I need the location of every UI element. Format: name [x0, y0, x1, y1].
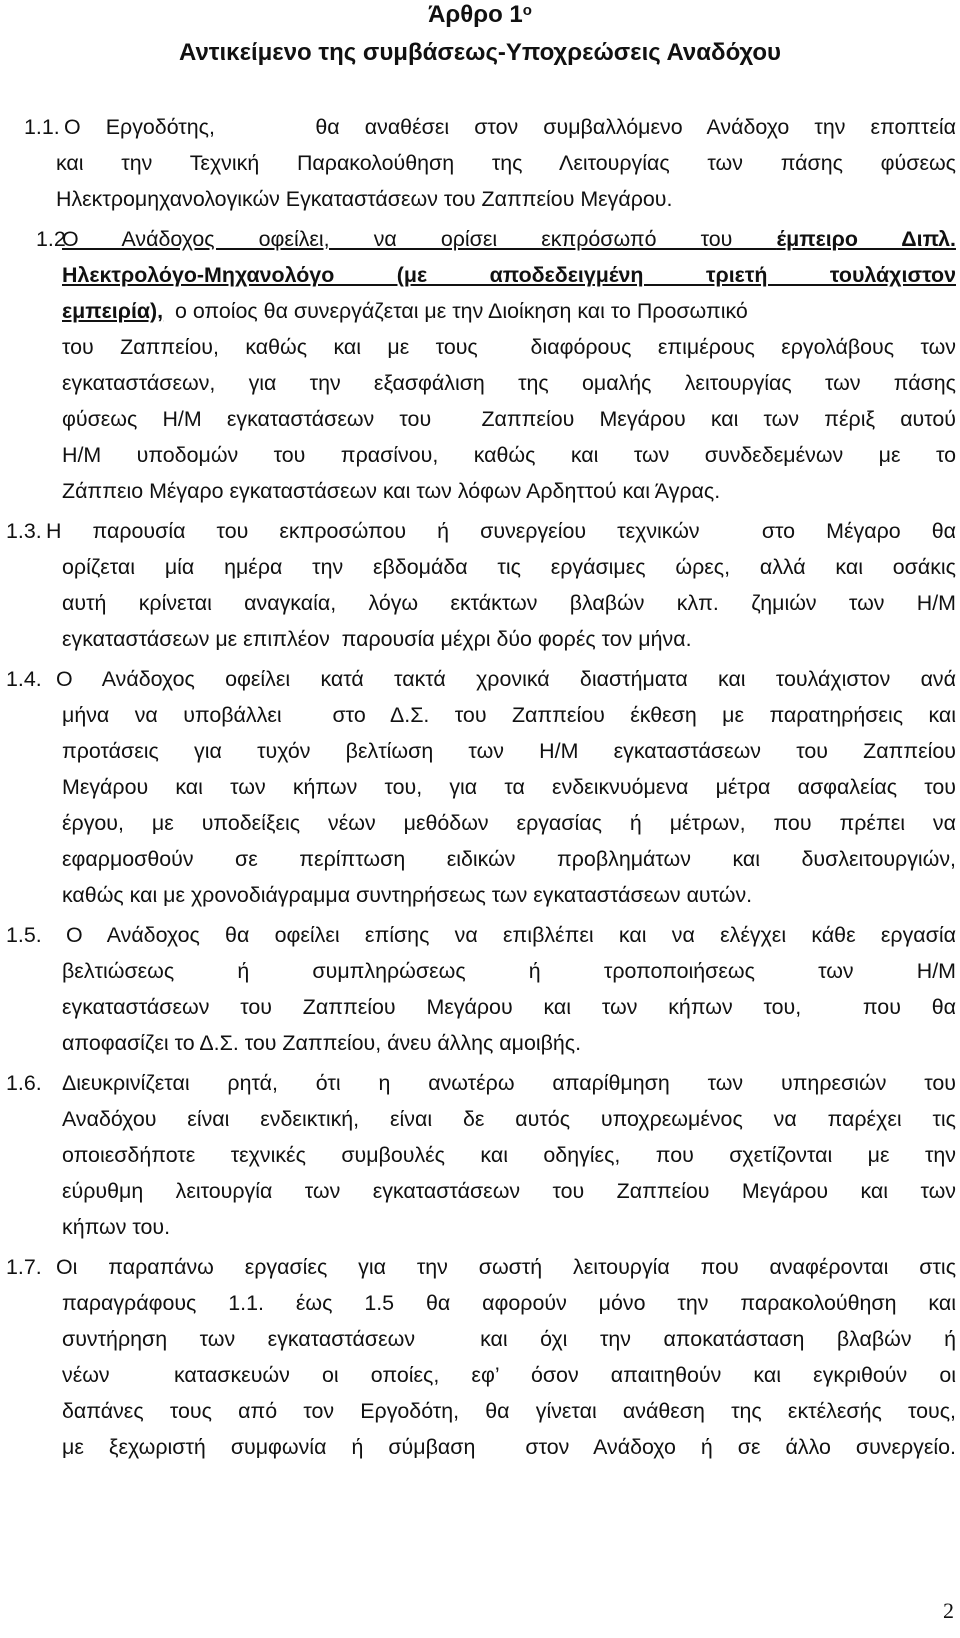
clause-line: δαπάνες τους από τον Εργοδότη, θα γίνεται ανάθεση της εκτέλεσής τους,	[62, 1399, 956, 1423]
clause-line: προτάσεις για τυχόν βελτίωση των Η/Μ εγκαταστάσεων του Ζαππείου	[62, 739, 956, 763]
clause-line: Η/Μ υποδομών του πρασίνου, καθώς και των συνδεδεμένων με το	[62, 443, 956, 467]
article-title: Άρθρο 1	[428, 1, 523, 28]
clause-line: αποφασίζει το Δ.Σ. του Ζαππείου, άνευ άλλης αμοιβής.	[62, 1031, 582, 1055]
clause-line: φύσεως Η/Μ εγκαταστάσεων του Ζαππείου Μεγάρου και των πέριξ αυτού	[62, 407, 956, 431]
clause-line: οποιεσδήποτε τεχνικές συμβουλές και οδηγίες, που σχετίζονται με την	[62, 1143, 956, 1167]
clause-line: εύρυθμη λειτουργία των εγκαταστάσεων του Ζαππείου Μεγάρου και των	[62, 1179, 956, 1203]
clause-number: 1.6.	[6, 1071, 42, 1095]
clause-bold-text: έμπειρο Διπλ.	[776, 227, 956, 251]
clause-line: Ηλεκτρομηχανολογικών Εγκαταστάσεων του Ζαππείου Μεγάρου.	[56, 187, 673, 211]
clause-line: Ζάππειο Μέγαρο εγκαταστάσεων και των λόφων Αρδηττού και Άγρας.	[62, 479, 721, 503]
article-superscript: ο	[522, 2, 532, 19]
clause-text: Ο Ανάδοχος οφείλει, να ορίσει εκπρόσωπό του	[62, 227, 777, 251]
clause-line: Οι παραπάνω εργασίες για την σωστή λειτουργία που αναφέρονται στις	[56, 1255, 956, 1279]
clause-line: του Ζαππείου, καθώς και με τους διαφόρους επιμέρους εργολάβους των	[62, 335, 956, 359]
clause-number: 1.2	[36, 227, 66, 251]
clause-bold-text: εμπειρία),	[62, 299, 164, 323]
clause-line: εγκαταστάσεων, για την εξασφάλιση της ομαλής λειτουργίας των πάσης	[62, 371, 956, 395]
clause-line: καθώς και με χρονοδιάγραμμα συντηρήσεως των εγκαταστάσεων αυτών.	[62, 883, 753, 907]
clause-line: Ο Εργοδότης, θα αναθέσει στον συμβαλλόμενο Ανάδοχο την εποπτεία	[64, 115, 956, 139]
clause-line: εγκαταστάσεων με επιπλέον παρουσία μέχρι δύο φορές τον μήνα.	[62, 627, 692, 651]
clause-line: με ξεχωριστή συμφωνία ή σύμβαση στον Ανάδοχο ή σε άλλο συνεργείο.	[62, 1435, 956, 1459]
page-number: 2	[943, 1598, 954, 1623]
clause-line: ορίζεται μία ημέρα την εβδομάδα τις εργάσιμες ώρες, αλλά και οσάκις	[62, 555, 956, 579]
clause-line: Η παρουσία του εκπροσώπου ή συνεργείου τεχνικών στο Μέγαρο θα	[46, 519, 956, 543]
clause-line	[62, 224, 956, 254]
clause-number: 1.1.	[24, 115, 60, 139]
clause-line: εφαρμοσθούν σε περίπτωση ειδικών προβλημάτων και δυσλειτουργιών,	[62, 847, 956, 871]
clause-line: Ο Ανάδοχος οφείλει κατά τακτά χρονικά διαστήματα και τουλάχιστον ανά	[56, 667, 956, 691]
article-heading	[0, 0, 960, 30]
clause-line: βελτιώσεως ή συμπληρώσεως ή τροποποιήσεως των Η/Μ	[62, 959, 956, 983]
clause-line: και την Τεχνική Παρακολούθηση της Λειτουργίας των πάσης φύσεως	[56, 151, 956, 175]
clause-line: Διευκρινίζεται ρητά, ότι η ανωτέρω απαρίθμηση των υπηρεσιών του	[62, 1071, 956, 1095]
clause-number: 1.7.	[6, 1255, 42, 1279]
clause-line: μήνα να υποβάλλει στο Δ.Σ. του Ζαππείου έκθεση με παρατηρήσεις και	[62, 703, 956, 727]
clause-number: 1.3.	[6, 519, 42, 543]
clause-line: Αναδόχου είναι ενδεικτική, είναι δε αυτός υποχρεωμένος να παρέχει τις	[62, 1107, 956, 1131]
clause-line: εγκαταστάσεων του Ζαππείου Μεγάρου και των κήπων του, που θα	[62, 995, 956, 1019]
article-subtitle: Αντικείμενο της συμβάσεως-Υποχρεώσεις Αναδόχου	[179, 39, 781, 66]
clause-line: συντήρηση των εγκαταστάσεων και όχι την αποκατάσταση βλαβών ή	[62, 1327, 956, 1351]
clause-line: παραγράφους 1.1. έως 1.5 θα αφορούν μόνο την παρακολούθηση και	[62, 1291, 956, 1315]
clause-line: έργου, με υποδείξεις νέων μεθόδων εργασίας ή μέτρων, που πρέπει να	[62, 811, 956, 835]
clause-number: 1.5.	[6, 923, 42, 947]
clause-line: αυτή κρίνεται αναγκαία, λόγω εκτάκτων βλαβών κλπ. ζημιών των Η/Μ	[62, 591, 956, 615]
clause-number: 1.4.	[6, 667, 42, 691]
clause-line: Μεγάρου και των κήπων του, για τα ενδεικνυόμενα μέτρα ασφαλείας του	[62, 775, 956, 799]
clause-line: κήπων του.	[62, 1215, 171, 1239]
clause-bold-line: Ηλεκτρολόγο-Μηχανολόγο (με αποδεδειγμένη τριετή τουλάχιστον	[62, 263, 956, 287]
clause-line	[62, 296, 956, 326]
clause-text: ο οποίος θα συνεργάζεται με την Διοίκηση και το Προσωπικό	[163, 299, 748, 323]
clause-line: Ο Ανάδοχος θα οφείλει επίσης να επιβλέπει και να ελέγχει κάθε εργασία	[66, 923, 956, 947]
clause-line: νέων κατασκευών οι οποίες, εφ’ όσον απαιτηθούν και εγκριθούν οι	[62, 1363, 956, 1387]
